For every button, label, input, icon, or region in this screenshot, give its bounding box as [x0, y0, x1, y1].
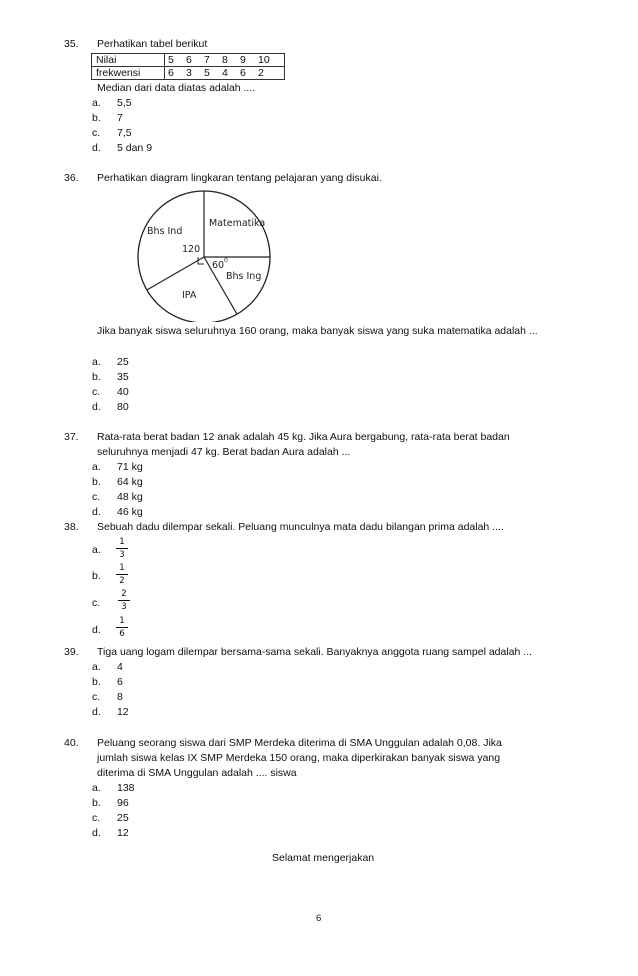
table-cell: 6 [237, 67, 255, 80]
option-text: 12 [117, 827, 129, 839]
fraction [117, 589, 131, 612]
option-text: 4 [117, 661, 123, 673]
table-cell: 4 [219, 67, 237, 80]
q37-line2: seluruhnya menjadi 47 kg. Berat badan Aura adalah ... [97, 446, 351, 458]
option-text: 48 kg [117, 491, 143, 503]
q36-prompt: Jika banyak siswa seluruhnya 160 orang, maka banyak siswa yang suka matematika adalah ... [97, 325, 538, 337]
table-cell: 10 [255, 54, 285, 67]
table-cell: 6 [165, 67, 184, 80]
numerator: 1 [119, 563, 125, 573]
q40-line1: Peluang seorang siswa dari SMP Merdeka diterima di SMA Unggulan adalah 0,08. Jika [97, 737, 502, 749]
option-letter: a. [92, 782, 101, 794]
table-cell: frekwensi [92, 67, 165, 80]
option-letter: a. [92, 356, 101, 368]
q39-text: Tiga uang logam dilempar bersama-sama sekali. Banyaknya anggota ruang sampel adalah ... [97, 646, 533, 658]
option-letter: a. [92, 661, 101, 673]
table-cell: Nilai [92, 54, 165, 67]
pie-label-matematika: Matematika [209, 218, 266, 229]
table-cell: 7 [201, 54, 219, 67]
option-letter: b. [92, 570, 101, 582]
q36-text: Perhatikan diagram lingkaran tentang pelajaran yang disukai. [97, 172, 382, 184]
option-text: 5 dan 9 [117, 142, 153, 154]
pie-angle-120: 120 [182, 244, 201, 255]
degree-symbol: 0 [224, 257, 228, 264]
table-cell: 3 [183, 67, 201, 80]
table-row [92, 67, 285, 80]
option-letter: a. [92, 461, 101, 473]
q40-number: 40. [64, 737, 79, 749]
option-letter: c. [92, 386, 101, 398]
option-text: 25 [117, 812, 129, 824]
option-letter: d. [92, 142, 101, 154]
numerator: 2 [121, 589, 127, 599]
option-text: 35 [117, 371, 129, 383]
pie-label-ipa: IPA [182, 290, 197, 301]
fraction [115, 616, 129, 639]
pie-label-bhs-ing: Bhs Ing [226, 271, 262, 282]
option-letter: c. [92, 127, 101, 139]
q38-number: 38. [64, 521, 79, 533]
option-letter: c. [92, 491, 101, 503]
table-cell: 5 [201, 67, 219, 80]
option-letter: b. [92, 371, 101, 383]
q35-number: 35. [64, 38, 79, 50]
option-letter: d. [92, 827, 101, 839]
denominator: 3 [121, 602, 127, 612]
option-letter: c. [92, 812, 101, 824]
closing-text: Selamat mengerjakan [272, 852, 375, 864]
numerator: 1 [119, 616, 125, 626]
option-text: 64 kg [117, 476, 143, 488]
table-row [92, 54, 285, 67]
numerator: 1 [119, 537, 125, 547]
q35-text: Perhatikan tabel berikut [97, 38, 208, 50]
option-letter: d. [92, 401, 101, 413]
denominator: 2 [119, 576, 125, 586]
table-cell: 9 [237, 54, 255, 67]
option-text: 6 [117, 676, 123, 688]
option-letter: b. [92, 676, 101, 688]
q40-line2: jumlah siswa kelas IX SMP Merdeka 150 orang, maka diperkirakan banyak siswa yang [97, 752, 501, 764]
q38-text: Sebuah dadu dilempar sekali. Peluang munculnya mata dadu bilangan prima adalah .... [97, 521, 504, 533]
option-letter: a. [92, 544, 101, 556]
q36-number: 36. [64, 172, 79, 184]
option-letter: d. [92, 624, 101, 636]
option-letter: a. [92, 97, 101, 109]
fraction [115, 537, 129, 560]
option-text: 7 [117, 112, 123, 124]
q37-line1: Rata-rata berat badan 12 anak adalah 45 kg. Jika Aura bergabung, rata-rata berat badan [97, 431, 510, 443]
option-text: 96 [117, 797, 129, 809]
q39-number: 39. [64, 646, 79, 658]
denominator: 3 [119, 550, 125, 560]
frequency-table [91, 53, 285, 80]
option-text: 46 kg [117, 506, 143, 518]
q37-number: 37. [64, 431, 79, 443]
option-text: 12 [117, 706, 129, 718]
option-text: 5,5 [117, 97, 132, 109]
pie-label-bhs-ind: Bhs Ind [147, 226, 183, 237]
option-letter: d. [92, 706, 101, 718]
option-letter: d. [92, 506, 101, 518]
option-text: 71 kg [117, 461, 143, 473]
option-text: 80 [117, 401, 129, 413]
option-text: 7,5 [117, 127, 132, 139]
option-text: 8 [117, 691, 123, 703]
denominator: 6 [119, 629, 125, 639]
table-cell: 6 [183, 54, 201, 67]
option-text: 25 [117, 356, 129, 368]
table-cell: 8 [219, 54, 237, 67]
fraction [115, 563, 129, 586]
option-letter: b. [92, 797, 101, 809]
option-letter: b. [92, 476, 101, 488]
page-number: 6 [316, 913, 322, 924]
option-letter: b. [92, 112, 101, 124]
option-letter: c. [92, 691, 101, 703]
pie-chart [125, 182, 285, 322]
table-cell: 2 [255, 67, 285, 80]
option-letter: c. [92, 597, 101, 609]
q35-prompt: Median dari data diatas adalah .... [97, 82, 256, 94]
q40-line3: diterima di SMA Unggulan adalah .... siswa [97, 767, 297, 779]
option-text: 40 [117, 386, 129, 398]
option-text: 138 [117, 782, 135, 794]
table-cell: 5 [165, 54, 184, 67]
pie-angle-60: 60 [212, 260, 225, 271]
